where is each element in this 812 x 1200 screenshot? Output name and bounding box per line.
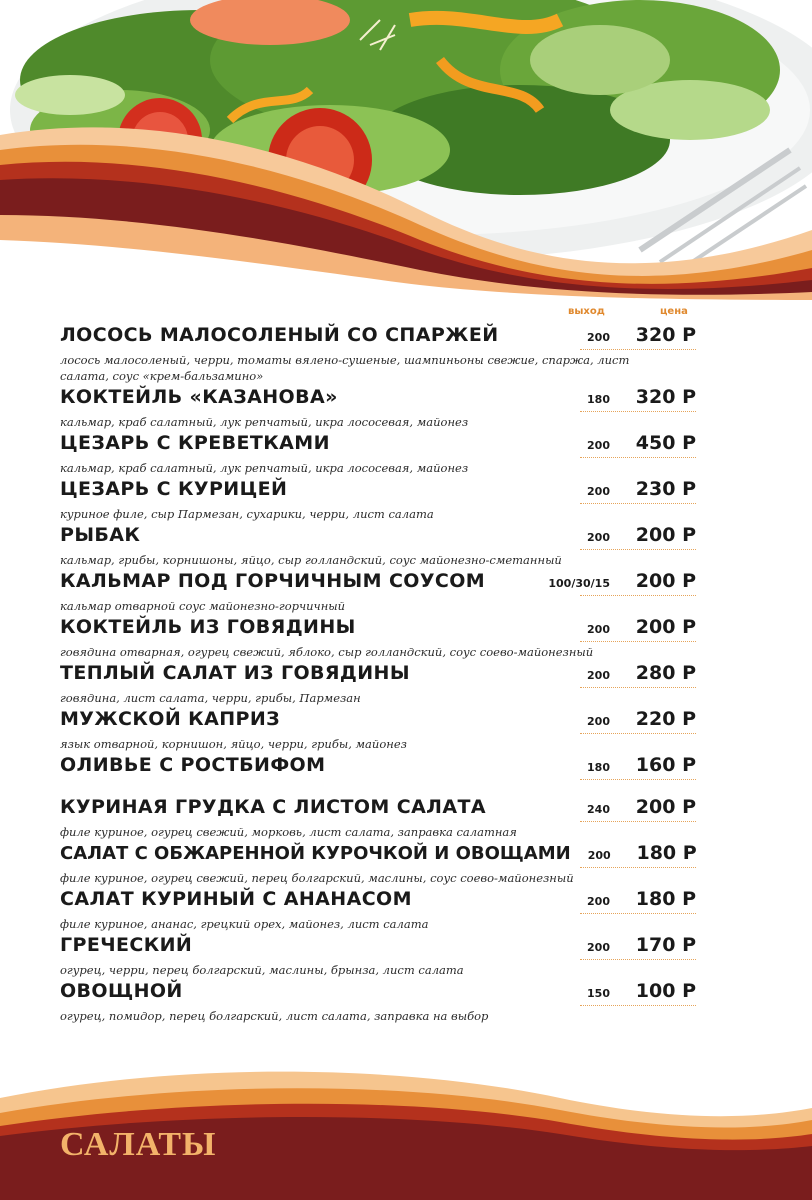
menu-item [60, 324, 696, 384]
menu-item-row [60, 570, 696, 600]
menu-item-row [60, 796, 696, 826]
menu-item-name: ЦЕЗАРЬ С КУРИЦЕЙ [60, 478, 288, 500]
menu-item-price: 450 Р [635, 432, 696, 454]
menu-item-weight: 240 [587, 803, 610, 816]
menu-item-price: 200 Р [635, 616, 696, 638]
menu-item [60, 616, 696, 660]
menu-item-row [60, 980, 696, 1010]
menu-item [60, 754, 696, 784]
salad-photo [0, 0, 812, 300]
menu-item [60, 888, 696, 932]
menu-item-price: 280 Р [635, 662, 696, 684]
menu-item-description: филе куриное, огурец свежий, перец болгарский, маслины, соус соево-майонезный [60, 871, 574, 885]
menu-item-weight: 200 [587, 531, 610, 544]
menu-item-description: кальмар, краб салатный, лук репчатый, икра лососевая, майонез [60, 415, 469, 429]
menu-item-price: 160 Р [635, 754, 696, 776]
menu-item-price: 220 Р [635, 708, 696, 730]
menu-item-price: 180 Р [635, 888, 696, 910]
menu-item [60, 432, 696, 476]
menu-item-weight: 200 [587, 849, 611, 862]
menu-item-description: кальмар, краб салатный, лук репчатый, икра лососевая, майонез [60, 461, 469, 475]
menu-item-price: 200 Р [635, 524, 696, 546]
menu-item-description: филе куриное, ананас, грецкий орех, майонез, лист салата [60, 917, 429, 931]
menu-item-weight: 200 [587, 331, 610, 344]
menu-item-name: КУРИНАЯ ГРУДКА С ЛИСТОМ САЛАТА [60, 796, 486, 818]
menu-item-weight: 180 [587, 393, 610, 406]
menu-item-price: 200 Р [635, 570, 696, 592]
menu-item-description: филе куриное, огурец свежий, морковь, лист салата, заправка салатная [60, 825, 517, 839]
menu-item-weight: 200 [587, 895, 610, 908]
menu-item-description: кальмар, грибы, корнишоны, яйцо, сыр голландский, соус майонезно-сметанный [60, 553, 562, 567]
menu-item [60, 796, 696, 840]
menu-item-row [60, 842, 696, 872]
column-header-price: цена [660, 306, 688, 317]
menu-item-weight: 180 [587, 761, 610, 774]
menu-item-weight: 150 [587, 987, 610, 1000]
menu-item-name: РЫБАК [60, 524, 141, 546]
menu-item-description: куриное филе, сыр Пармезан, сухарики, черри, лист салата [60, 507, 434, 521]
menu-item-row [60, 888, 696, 918]
menu-item-description: лосось малосоленый, черри, томаты вялено-сушеные, шампиньоны свежие, спаржа, лист салата, соус «крем-бальзамино» [60, 353, 630, 383]
menu-item-row [60, 324, 696, 354]
menu-item [60, 524, 696, 568]
menu-item [60, 386, 696, 430]
menu-item-price: 320 Р [635, 324, 696, 346]
menu-item-weight: 200 [587, 669, 610, 682]
menu-item-price: 320 Р [635, 386, 696, 408]
menu-item [60, 570, 696, 614]
menu-item-name: ЦЕЗАРЬ С КРЕВЕТКАМИ [60, 432, 330, 454]
menu-item-name: КОКТЕЙЛЬ ИЗ ГОВЯДИНЫ [60, 616, 356, 638]
menu-item-price: 100 Р [635, 980, 696, 1002]
menu-item-row [60, 616, 696, 646]
menu-item-description: говядина отварная, огурец свежий, яблоко, сыр голландский, соус соево-майонезный [60, 645, 594, 659]
menu-item-row [60, 662, 696, 692]
menu-item-row [60, 386, 696, 416]
menu-item-weight: 200 [587, 439, 610, 452]
menu-item-name: ОВОЩНОЙ [60, 980, 183, 1002]
menu-item-row [60, 934, 696, 964]
menu-item-weight: 200 [587, 623, 610, 636]
menu-item-name: ГРЕЧЕСКИЙ [60, 934, 193, 956]
menu-item-row [60, 708, 696, 738]
menu-item-name: ЛОСОСЬ МАЛОСОЛЕНЫЙ СО СПАРЖЕЙ [60, 324, 499, 346]
menu-item [60, 934, 696, 978]
menu-item-name: КОКТЕЙЛЬ «КАЗАНОВА» [60, 386, 338, 408]
menu-item-description: язык отварной, корнишон, яйцо, черри, грибы, майонез [60, 737, 407, 751]
menu-item-row [60, 478, 696, 508]
menu-item-name: САЛАТ С ОБЖАРЕННОЙ КУРОЧКОЙ И ОВОЩАМИ [60, 843, 571, 864]
menu-item [60, 842, 696, 886]
menu-item-name: ОЛИВЬЕ С РОСТБИФОМ [60, 754, 326, 776]
menu-item-price: 230 Р [635, 478, 696, 500]
menu-item-name: КАЛЬМАР ПОД ГОРЧИЧНЫМ СОУСОМ [60, 570, 486, 592]
menu-item-description: кальмар отварной соус майонезно-горчичный [60, 599, 346, 613]
menu-item-weight: 200 [587, 485, 610, 498]
menu-item-name: МУЖСКОЙ КАПРИЗ [60, 708, 281, 730]
menu-list [60, 324, 696, 1026]
menu-item-row [60, 524, 696, 554]
menu-item-price: 200 Р [635, 796, 696, 818]
section-title: САЛАТЫ [60, 1126, 217, 1163]
menu-item-description: огурец, черри, перец болгарский, маслины, брынза, лист салата [60, 963, 464, 977]
column-header-weight: выход [568, 306, 605, 317]
menu-item-row [60, 432, 696, 462]
menu-item [60, 708, 696, 752]
menu-item-row [60, 754, 696, 784]
menu-item-name: ТЕПЛЫЙ САЛАТ ИЗ ГОВЯДИНЫ [60, 662, 410, 684]
menu-item-price: 170 Р [635, 934, 696, 956]
menu-item [60, 980, 696, 1024]
menu-item-name: САЛАТ КУРИНЫЙ С АНАНАСОМ [60, 888, 412, 910]
menu-item-weight: 100/30/15 [548, 577, 610, 590]
menu-item-description: говядина, лист салата, черри, грибы, Пармезан [60, 691, 361, 705]
menu-item-weight: 200 [587, 715, 610, 728]
menu-item-weight: 200 [587, 941, 610, 954]
menu-item-price: 180 Р [636, 842, 697, 864]
menu-item-description: огурец, помидор, перец болгарский, лист салата, заправка на выбор [60, 1009, 489, 1023]
menu-item [60, 662, 696, 706]
menu-item [60, 478, 696, 522]
